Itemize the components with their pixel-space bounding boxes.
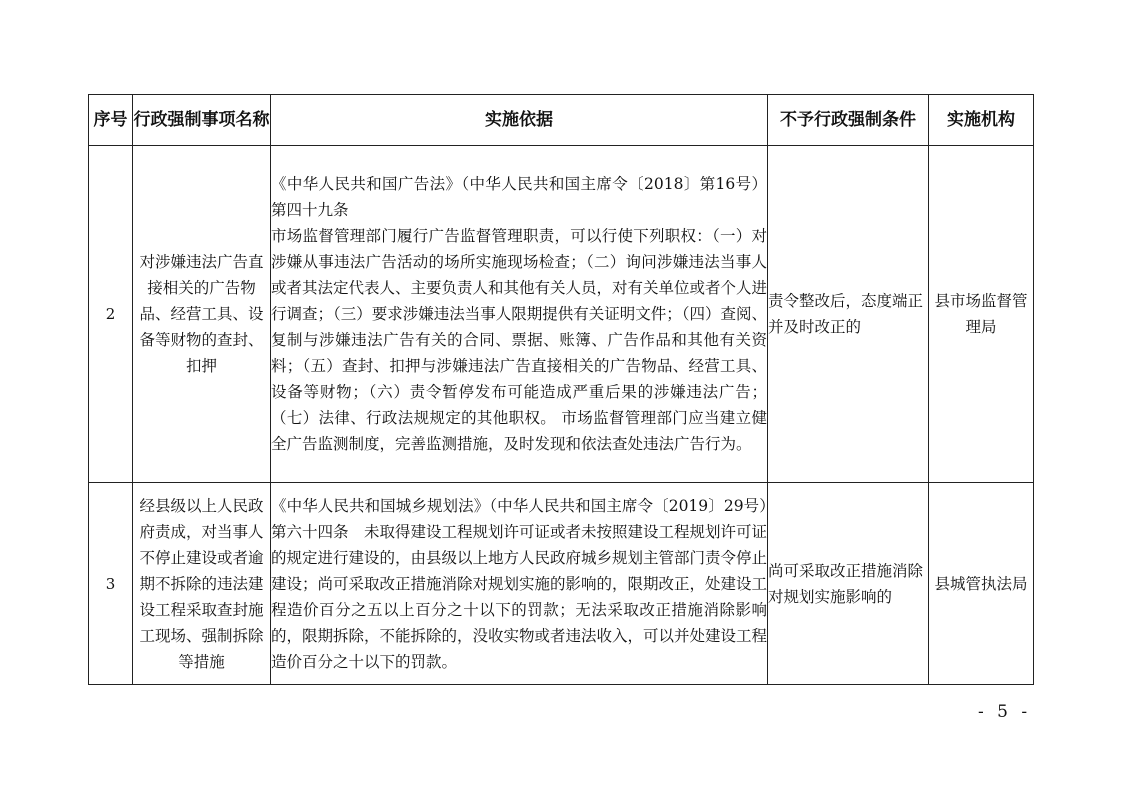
row-item-name: 对涉嫌违法广告直接相关的广告物品、经营工具、设备等财物的查封、扣押 [133,146,271,483]
row-org: 县市场监督管理局 [929,146,1034,483]
row-seq: 3 [89,483,133,685]
header-basis: 实施依据 [271,95,768,146]
row-org: 县城管执法局 [929,483,1034,685]
row-seq: 2 [89,146,133,483]
header-condition: 不予行政强制条件 [768,95,929,146]
row-basis [271,483,768,685]
page-number: - 5 - [978,702,1032,722]
header-org: 实施机构 [929,95,1034,146]
row-condition: 责令整改后，态度端正并及时改正的 [768,146,929,483]
row-item-name: 经县级以上人民政府责成，对当事人不停止建设或者逾期不拆除的违法建设工程采取查封施工现场、强制拆除等措施 [133,483,271,685]
header-seq: 序号 [89,95,133,146]
table-row [89,483,1034,685]
row-condition: 尚可采取改正措施消除对规划实施影响的 [768,483,929,685]
basis-citation: 《中华人民共和国广告法》（中华人民共和国主席令〔2018〕第16号）第四十九条 [271,175,767,219]
basis-text: 市场监督管理部门履行广告监督管理职责，可以行使下列职权：（一）对涉嫌从事违法广告活动的场所实施现场检查；（二）询问涉嫌违法当事人或者其法定代表人、主要负责人和其他有关人员，对有关单位或者个人进行调查；（三）要求涉嫌违法当事人限期提供有关证明文件；（四）查阅、复制与涉嫌违法广告有关的合同、票据、账簿、广告作品和其他有关资料；（五）查封、扣押与涉嫌违法广告直接相关的广告物品、经营工具、设备等财物；（六）责令暂停发布可能造成严重后果的涉嫌违法广告；（七）法律、行政法规规定的其他职权。 市场监督管理部门应当建立健全广告监测制度，完善监测措施，及时发现和依法查处违法广告行为。 [271,227,768,453]
enforcement-table [88,94,1034,685]
row-basis [271,146,768,483]
table-row [89,146,1034,483]
table-header-row [89,95,1034,146]
header-name: 行政强制事项名称 [133,95,271,146]
basis-text: 《中华人民共和国城乡规划法》（中华人民共和国主席令〔2019〕29号）第六十四条 未取得建设工程规划许可证或者未按照建设工程规划许可证的规定进行建设的，由县级以上地方人民政府城乡规划主管部门责令停止建设；尚可采取改正措施消除对规划实施的影响的，限期改正，处建设工程造价百分之五以上百分之十以下的罚款；无法采取改正措施消除影响的，限期拆除，不能拆除的，没收实物或者违法收入，可以并处建设工程造价百分之十以下的罚款。 [271,496,768,671]
